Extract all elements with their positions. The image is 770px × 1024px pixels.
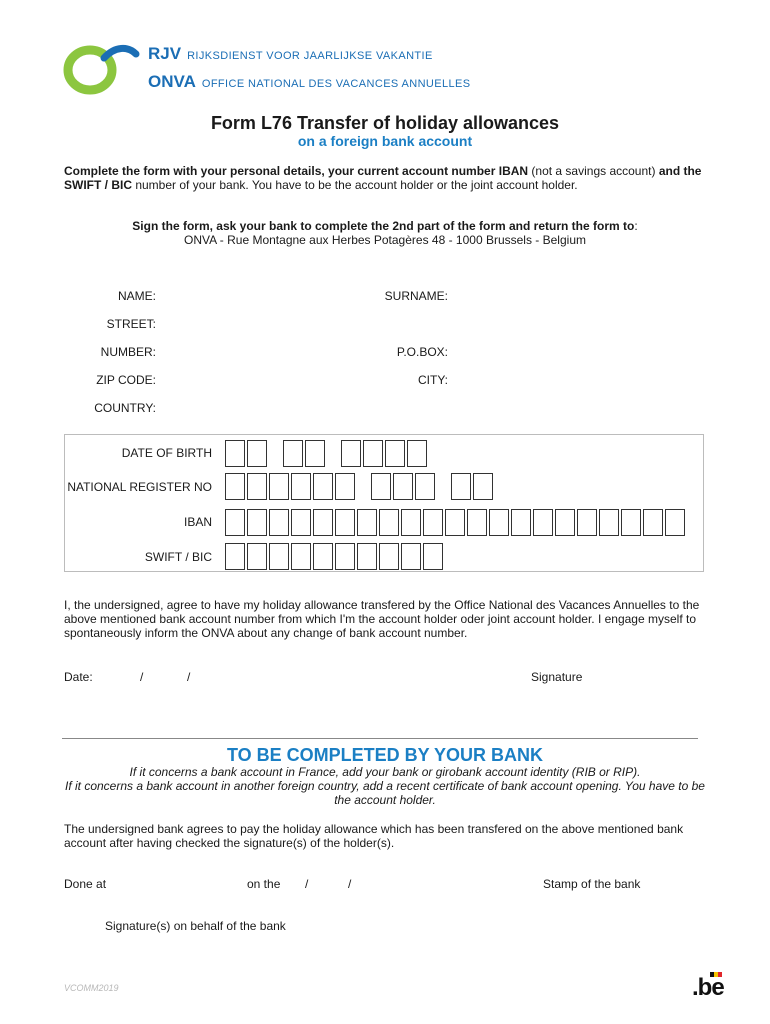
iban-cell[interactable] [511,509,531,536]
iban-cell[interactable] [533,509,553,536]
name-label: NAME: [117,289,156,303]
swift-cell[interactable] [335,543,355,570]
rjv-abbr: RJV [148,44,182,63]
swift-cell[interactable] [247,543,267,570]
intro-text-1: (not a savings account) [528,164,659,178]
date-slash-2: / [187,670,191,684]
iban-cell[interactable] [269,509,289,536]
street-label: STREET: [106,317,156,331]
iban-cell[interactable] [555,509,575,536]
bank-date-slash-2: / [348,877,352,891]
iban-cell[interactable] [357,509,377,536]
iban-cell[interactable] [291,509,311,536]
rjv-name: RIJKSDIENST VOOR JAARLIJKSE VAKANTIE [187,50,433,62]
dob-cell[interactable] [283,440,303,467]
iban-cell[interactable] [247,509,267,536]
bank-note-other: If it concerns a bank account in another foreign country, add a recent certificate of bank account opening. You have to be the account holder. [65,779,705,807]
national-register-label: NATIONAL REGISTER NO [67,480,212,494]
iban-label: IBAN [183,515,212,529]
bank-note-france: If it concerns a bank account in France, add your bank or girobank account identity (RIB or RIP). [129,765,641,779]
country-label: COUNTRY: [94,401,156,415]
bank-signature-label: Signature(s) on behalf of the bank [105,919,286,933]
holder-agreement: I, the undersigned, agree to have my holiday allowance transfered by the Office National des Vacances Annuelles to the above mentioned bank account number from which I'm the account holder oder joint account holder. I engage myself to spontaneously inform the ONVA about any change of bank account number. [64,598,700,640]
iban-cell[interactable] [621,509,641,536]
nrn-cell[interactable] [451,473,471,500]
iban-cell[interactable] [445,509,465,536]
dob-cell[interactable] [407,440,427,467]
nrn-cell[interactable] [247,473,267,500]
bank-agreement: The undersigned bank agrees to pay the holiday allowance which has been transfered on the above mentioned bank account after having checked the signature(s) of the holder(s). [64,822,684,850]
bank-stamp-label: Stamp of the bank [543,877,641,891]
swift-label: SWIFT / BIC [144,550,212,564]
swift-cells [225,543,445,570]
onva-name-line [148,72,471,92]
dob-cell[interactable] [363,440,383,467]
dob-cell[interactable] [305,440,325,467]
swift-cell[interactable] [225,543,245,570]
swift-cell[interactable] [269,543,289,570]
bank-note [60,765,710,807]
iban-cell[interactable] [313,509,333,536]
form-subtitle: on a foreign bank account [297,133,473,149]
iban-cells [225,509,687,536]
date-slash-1: / [140,670,144,684]
dob-cells [225,440,429,467]
section-divider [62,738,698,739]
onva-name: OFFICE NATIONAL DES VACANCES ANNUELLES [201,78,471,90]
form-code: VCOMM2019 [64,983,119,993]
nrn-cell[interactable] [371,473,391,500]
pobox-label: P.O.BOX: [396,345,448,359]
intro-text [64,164,704,192]
swift-cell[interactable] [423,543,443,570]
rjv-onva-logo [60,40,140,96]
done-at-label: Done at [64,877,107,891]
iban-cell[interactable] [599,509,619,536]
iban-cell[interactable] [335,509,355,536]
swift-cell[interactable] [291,543,311,570]
iban-cell[interactable] [423,509,443,536]
swift-cell[interactable] [401,543,421,570]
nrn-cell[interactable] [415,473,435,500]
signature-label: Signature [531,670,583,684]
iban-cell[interactable] [577,509,597,536]
date-label: Date: [64,670,93,684]
nrn-cell[interactable] [291,473,311,500]
send-to-block [0,219,770,247]
nrn-cell[interactable] [393,473,413,500]
nrn-cell[interactable] [335,473,355,500]
swift-cell[interactable] [379,543,399,570]
number-label: NUMBER: [100,345,156,359]
dob-cell[interactable] [385,440,405,467]
on-the-label: on the [247,877,281,891]
dob-label: DATE OF BIRTH [121,446,212,460]
bank-date-slash-1: / [305,877,309,891]
nrn-cell[interactable] [473,473,493,500]
onva-address: ONVA - Rue Montagne aux Herbes Potagères 48 - 1000 Brussels - Belgium [184,233,586,247]
iban-cell[interactable] [379,509,399,536]
swift-cell[interactable] [357,543,377,570]
iban-cell[interactable] [489,509,509,536]
intro-text-2: number of your bank. You have to be the account holder or the joint account holder. [132,178,578,192]
iban-cell[interactable] [225,509,245,536]
iban-cell[interactable] [643,509,663,536]
iban-cell[interactable] [467,509,487,536]
surname-label: SURNAME: [384,289,448,303]
nrn-cell[interactable] [225,473,245,500]
intro-bold-1: Complete the form with your personal details, your current account number IBAN [64,164,529,178]
dob-cell[interactable] [341,440,361,467]
dob-cell[interactable] [247,440,267,467]
intro-bold-2: and the SWIFT / BIC [64,164,702,192]
iban-cell[interactable] [401,509,421,536]
city-label: CITY: [417,373,448,387]
be-logo [692,972,732,1000]
rjv-name-line [148,44,433,64]
iban-cell[interactable] [665,509,685,536]
form-title: Form L76 Transfer of holiday allowances [210,113,560,133]
bank-section-title: TO BE COMPLETED BY YOUR BANK [226,745,544,765]
zip-label: ZIP CODE: [96,373,156,387]
dob-cell[interactable] [225,440,245,467]
send-instruction: Sign the form, ask your bank to complete the 2nd part of the form and return the form to [132,219,635,233]
swift-cell[interactable] [313,543,333,570]
send-colon: : [634,219,638,233]
be-logo-text: .be [692,974,724,1001]
onva-abbr: ONVA [148,72,196,91]
national-register-cells [225,473,495,500]
nrn-cell[interactable] [269,473,289,500]
nrn-cell[interactable] [313,473,333,500]
